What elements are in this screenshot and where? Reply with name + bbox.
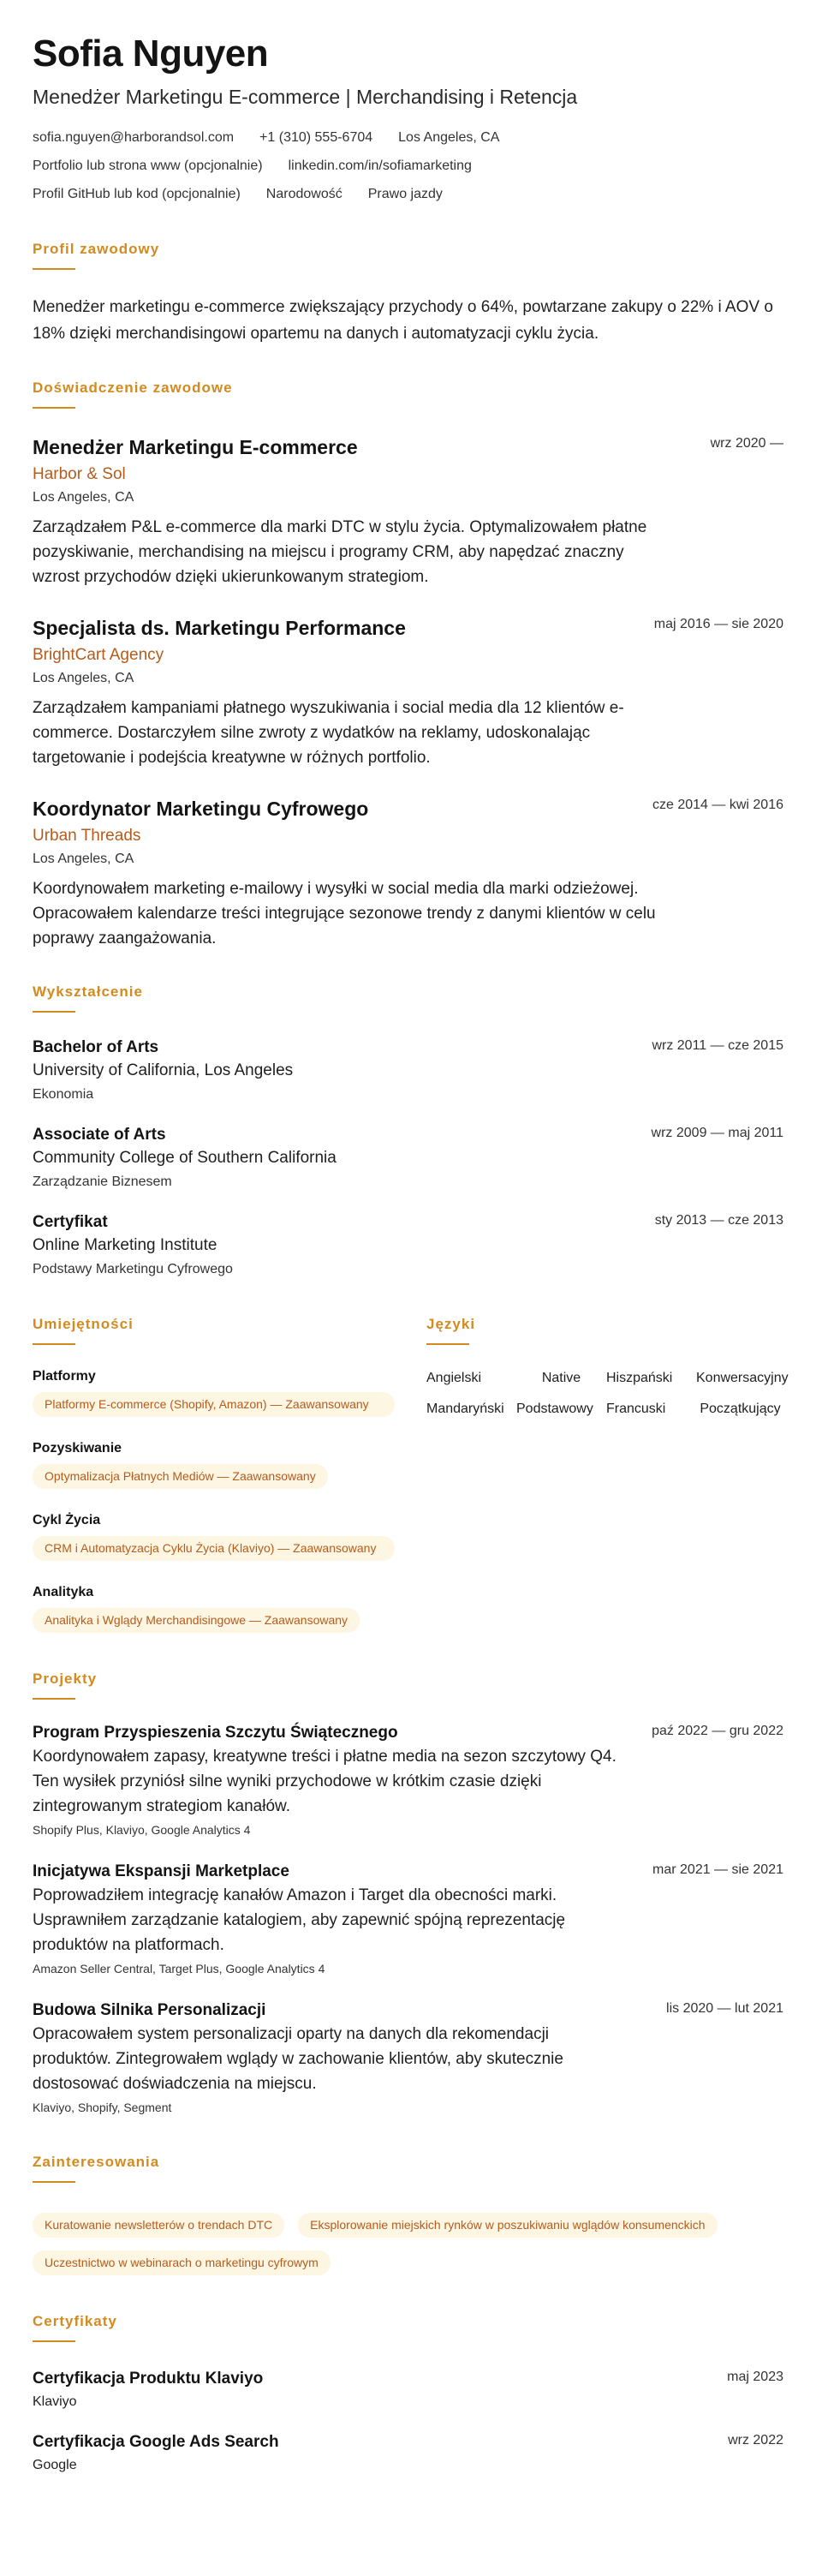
project-title: Program Przyspieszenia Szczytu Świątecznego: [33, 1724, 398, 1742]
project-description: Koordynowałem zapasy, kreatywne treści i płatne media na sezon szczytowy Q4. Ten wysiłek przyniósł silne wyniki przychodowe w krótkim czasie dzięki zintegrowanym strategiom kanałów.: [33, 1748, 616, 1815]
project-technologies: Klaviyo, Shopify, Segment: [33, 2101, 172, 2114]
project-title: Inicjatywa Ekspansji Marketplace: [33, 1862, 289, 1880]
languages-grid: [426, 1371, 789, 1417]
projects-section: [33, 1671, 783, 2116]
contact-block: [33, 123, 783, 208]
section-divider: [33, 2181, 75, 2183]
certification-entry: [33, 2368, 783, 2412]
contact-phone[interactable]: +1 (310) 555-6704: [259, 130, 373, 145]
skill-group: [33, 1583, 395, 1633]
job-location: Los Angeles, CA: [33, 852, 134, 866]
resume-header: [33, 33, 783, 208]
job-location: Los Angeles, CA: [33, 671, 134, 685]
contact-row: [33, 180, 783, 208]
certifications-section: [33, 2313, 783, 2476]
contact-row: [33, 152, 783, 180]
job-dates: cze 2014 — kwi 2016: [652, 798, 783, 812]
language-level: Native: [541, 1371, 581, 1385]
certification-title: Certyfikacja Google Ads Search: [33, 2433, 279, 2451]
field-of-study: Ekonomia: [33, 1087, 94, 1102]
contact-location: Los Angeles, CA: [398, 130, 500, 145]
education-dates: sty 2013 — cze 2013: [654, 1213, 783, 1228]
profile-section: [33, 241, 783, 347]
experience-entry: [33, 615, 783, 770]
school-name: University of California, Los Angeles: [33, 1061, 294, 1079]
certification-title: Certyfikacja Produktu Klaviyo: [33, 2370, 264, 2388]
skill-category: Analityka: [33, 1585, 94, 1599]
interests-list: [33, 2207, 783, 2275]
degree: Certyfikat: [33, 1213, 108, 1231]
language-name: Hiszpański: [606, 1371, 673, 1385]
skill-group: [33, 1511, 395, 1561]
job-title: Koordynator Marketingu Cyfrowego: [33, 798, 369, 820]
section-title: Języki: [426, 1316, 476, 1332]
job-location: Los Angeles, CA: [33, 490, 134, 505]
project-technologies: Amazon Seller Central, Target Plus, Google Analytics 4: [33, 1962, 325, 1975]
language-name: Angielski: [426, 1371, 482, 1385]
project-entry: [33, 1861, 783, 1977]
skill-chip: CRM i Automatyzacja Cyklu Życia (Klaviyo) — Zaawansowany: [33, 1536, 395, 1561]
section-title: Projekty: [33, 1671, 98, 1687]
certification-issuer: Klaviyo: [33, 2394, 77, 2409]
skills-languages-row: [33, 1316, 789, 1633]
section-divider: [33, 407, 75, 409]
school-name: Online Marketing Institute: [33, 1236, 217, 1254]
education-dates: wrz 2009 — maj 2011: [651, 1126, 783, 1140]
language-name: Francuski: [606, 1402, 666, 1416]
language-level: Początkujący: [700, 1402, 781, 1416]
contact-linkedin[interactable]: linkedin.com/in/sofiamarketing: [288, 158, 472, 173]
project-description: Opracowałem system personalizacji oparty na danych dla rekomendacji produktów. Zintegrowałem wglądy w zachowanie klientów, aby skutecznie dostosować doświadczenia na miejscu.: [33, 2025, 563, 2093]
section-divider: [426, 1343, 469, 1345]
education-entry: [33, 1211, 783, 1280]
skill-category: Cykl Życia: [33, 1513, 101, 1527]
degree: Associate of Arts: [33, 1126, 166, 1144]
certification-date: wrz 2022: [728, 2433, 783, 2447]
education-dates: wrz 2011 — cze 2015: [652, 1038, 783, 1053]
section-title: Zainteresowania: [33, 2154, 160, 2170]
project-dates: paź 2022 — gru 2022: [652, 1724, 783, 1738]
contact-github[interactable]: Profil GitHub lub kod (opcjonalnie): [33, 187, 241, 201]
language-level: Podstawowy: [516, 1402, 593, 1416]
section-divider: [33, 2340, 75, 2342]
section-divider: [33, 1343, 75, 1345]
education-entry: [33, 1037, 783, 1105]
section-title: Certyfikaty: [33, 2313, 117, 2329]
candidate-headline: Menedżer Marketingu E-commerce | Merchandising i Retencja: [33, 86, 578, 108]
section-divider: [33, 1698, 75, 1700]
contact-nationality: Narodowość: [265, 187, 342, 201]
job-title: Menedżer Marketingu E-commerce: [33, 436, 358, 458]
project-description: Poprowadziłem integrację kanałów Amazon i Target dla obecności marki. Usprawniłem zarządzanie katalogiem, aby zapewnić spójną reprezentację produktów na platformach.: [33, 1886, 566, 1954]
interest-chip: Uczestnictwo w webinarach o marketingu cyfrowym: [33, 2250, 331, 2275]
job-dates: wrz 2020 —: [710, 436, 783, 451]
project-entry: [33, 1999, 783, 2116]
project-dates: mar 2021 — sie 2021: [652, 1862, 783, 1877]
skill-chip: Optymalizacja Płatnych Mediów — Zaawansowany: [33, 1464, 328, 1489]
school-name: Community College of Southern California: [33, 1149, 337, 1167]
project-technologies: Shopify Plus, Klaviyo, Google Analytics 4: [33, 1823, 251, 1837]
section-title: Wykształcenie: [33, 983, 143, 1000]
experience-entry: [33, 434, 783, 589]
skill-category: Pozyskiwanie: [33, 1441, 122, 1455]
section-divider: [33, 1011, 75, 1013]
field-of-study: Podstawy Marketingu Cyfrowego: [33, 1262, 233, 1276]
experience-section: [33, 380, 783, 951]
education-entry: [33, 1124, 783, 1192]
company-name: Harbor & Sol: [33, 465, 126, 483]
certification-issuer: Google: [33, 2458, 77, 2472]
job-description: Zarządzałem P&L e-commerce dla marki DTC w stylu życia. Optymalizowałem płatne pozyskiwanie, merchandising na miejscu i programy CRM, aby napędzać znaczny wzrost przychodów dzięki ukierunkowanym strategiom.: [33, 518, 647, 586]
job-dates: maj 2016 — sie 2020: [653, 617, 783, 631]
candidate-name: Sofia Nguyen: [33, 33, 269, 75]
profile-summary: Menedżer marketingu e-commerce zwiększający przychody o 64%, powtarzane zakupy o 22% i AOV o 18% dzięki merchandisingowi opartemu na danych i automatyzacji cyklu życia.: [33, 298, 773, 343]
certification-date: maj 2023: [727, 2370, 783, 2384]
skill-group: [33, 1439, 395, 1489]
job-title: Specjalista ds. Marketingu Performance: [33, 617, 406, 639]
section-title: Profil zawodowy: [33, 241, 160, 257]
project-entry: [33, 1722, 783, 1838]
skill-group: [33, 1367, 395, 1417]
skill-chip: Platformy E-commerce (Shopify, Amazon) — Zaawansowany: [33, 1392, 395, 1417]
skill-category: Platformy: [33, 1369, 96, 1384]
contact-driving-license: Prawo jazdy: [367, 187, 443, 201]
interests-section: [33, 2154, 783, 2275]
language-name: Mandaryński: [426, 1402, 504, 1416]
contact-row: [33, 123, 783, 152]
project-dates: lis 2020 — lut 2021: [666, 2001, 783, 2016]
company-name: BrightCart Agency: [33, 646, 164, 664]
skills-section: [33, 1316, 395, 1633]
language-level: Konwersacyjny: [696, 1371, 789, 1385]
company-name: Urban Threads: [33, 827, 141, 845]
interest-chip: Kuratowanie newsletterów o trendach DTC: [33, 2213, 284, 2238]
section-divider: [33, 268, 75, 270]
certification-entry: [33, 2431, 783, 2476]
contact-email[interactable]: sofia.nguyen@harborandsol.com: [33, 130, 235, 145]
experience-entry: [33, 796, 783, 951]
field-of-study: Zarządzanie Biznesem: [33, 1174, 172, 1189]
project-title: Budowa Silnika Personalizacji: [33, 2001, 266, 2019]
job-description: Koordynowałem marketing e-mailowy i wysyłki w social media dla marki odzieżowej. Opracowałem kalendarze treści integrujące sezonowe trendy z danymi klientów w celu poprawy zaangażowania.: [33, 880, 656, 947]
section-title: Doświadczenie zawodowe: [33, 380, 233, 396]
contact-portfolio[interactable]: Portfolio lub strona www (opcjonalnie): [33, 158, 263, 173]
skill-chip: Analityka i Wglądy Merchandisingowe — Zaawansowany: [33, 1608, 360, 1633]
languages-section: [426, 1316, 789, 1633]
job-description: Zarządzałem kampaniami płatnego wyszukiwania i social media dla 12 klientów e-commerce. Dostarczyłem silne zwroty z wydatków na reklamy, udoskonalając targetowanie i podejścia kreatywne w różnych portfolio.: [33, 699, 624, 767]
interest-chip: Eksplorowanie miejskich rynków w poszukiwaniu wglądów konsumenckich: [298, 2213, 717, 2238]
section-title: Umiejętności: [33, 1316, 134, 1332]
education-section: [33, 983, 783, 1280]
degree: Bachelor of Arts: [33, 1038, 159, 1056]
